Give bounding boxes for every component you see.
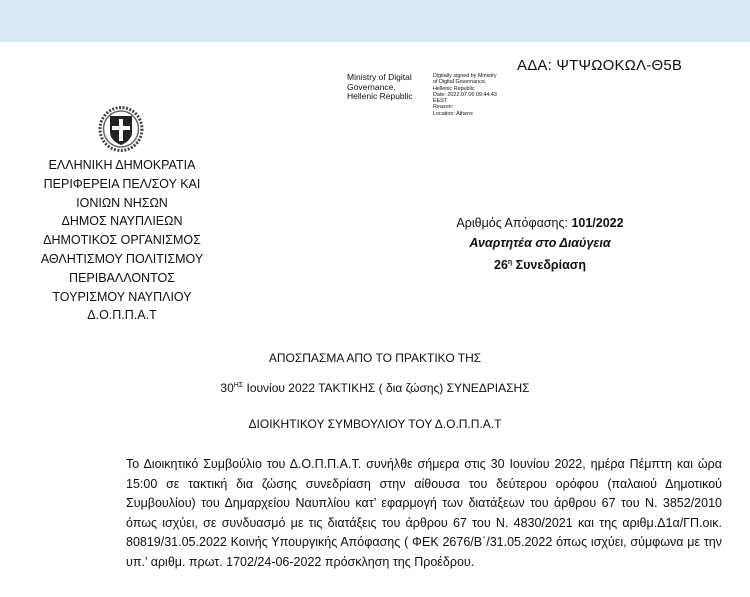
decision-block	[420, 214, 660, 276]
greek-coat-of-arms-icon	[98, 106, 144, 152]
issuer-line: Δ.Ο.Π.Π.Α.Τ	[87, 308, 157, 323]
decision-number-label: Αριθμός Απόφασης:	[456, 216, 572, 230]
excerpt-title: ΑΠΟΣΠΑΣΜΑ ΑΠΟ ΤΟ ΠΡΑΚΤΙΚΟ ΤΗΣ	[268, 351, 482, 365]
signature-detail-line: EEST	[433, 98, 448, 105]
signature-detail-line: Location: Athens	[433, 110, 473, 117]
ada-code: ΑΔΑ: ΨΤΨΩΟΚΩΛ-Θ5Β	[517, 57, 683, 74]
body-paragraph: Το Διοικητικό Συμβούλιο του Δ.Ο.Π.Π.Α.Τ. συνήλθε σήμερα στις 30 Ιουνίου 2022, ημέρα Πέμπτη και ώρα 15:00 σε τακτική δια ζώσης συνεδρίαση στην αίθουσα του δεύτερου ορόφου (παλαιού Δημοτικού Συμβουλίου) του Δημαρχείου Ναυπλίου κατ’ εφαρμογή των διατάξεων του άρθρου 67 του Ν. 3852/2010 όπως ισχύει, σε συνδυασμό με τις διατάξεις του άρθρου 67 του Ν. 4830/2021 και της αριθμ.Δ1α/ΓΠ.οικ. 80819/31.05.2022 Κοινής Υπουργικής Απόφασης ( ΦΕΚ 2676/Β΄/31.05.2022 όπως ισχύει, σύμφωνα με την υπ.’ αριθμ. πρωτ. 1702/24-06-2022 πρόσκληση της Προέδρου.	[126, 457, 722, 569]
issuer-line: ΔΗΜΟΤΙΚΟΣ ΟΡΓΑΝΙΣΜΟΣ	[43, 233, 201, 248]
session-label	[420, 253, 660, 276]
signature-signer-line: Ministry of Digital	[347, 72, 412, 82]
diavgeia-post-note: Αναρτητέα στο Διαύγεια	[469, 235, 611, 250]
session-number: 26	[494, 258, 508, 272]
issuer-line: ΠΕΡΙΒΑΛΛΟΝΤΟΣ	[69, 270, 175, 285]
issuer-block	[22, 156, 222, 325]
signature-signer	[347, 73, 437, 102]
issuer-line: ΔΗΜΟΣ ΝΑΥΠΛΙΕΩΝ	[61, 214, 183, 229]
session-sup: η	[507, 259, 513, 266]
excerpt-day-sup: ΗΣ	[233, 382, 244, 389]
excerpt-board: ΔΙΟΙΚΗΤΙΚΟΥ ΣΥΜΒΟΥΛΙΟΥ ΤΟΥ Δ.Ο.Π.Π.Α.Τ	[248, 417, 502, 431]
signature-detail-line: Digitally signed by Ministry	[433, 73, 497, 79]
decision-number-value: 101/2022	[571, 216, 624, 230]
issuer-line: ΠΕΡΙΦΕΡΕΙΑ ΠΕΛ/ΣΟΥ ΚΑΙ	[43, 176, 201, 191]
signature-detail-line: Date: 2022.07.06 09:44:43	[433, 91, 497, 98]
excerpt-date-rest: Ιουνίου 2022 ΤΑΚΤΙΚΗΣ ( δια ζώσης) ΣΥΝΕΔΡΙΑΣΗΣ	[243, 381, 530, 395]
signature-signer-line: Hellenic Republic	[347, 91, 413, 101]
signature-detail-line: of Digital Governance,	[433, 79, 487, 86]
signature-detail-line: Reason:	[433, 104, 454, 111]
issuer-line: ΤΟΥΡΙΣΜΟΥ ΝΑΥΠΛΙΟΥ	[52, 289, 192, 304]
excerpt-date-line	[0, 381, 750, 395]
issuer-line: ΕΛΛΗΝΙΚΗ ΔΗΜΟΚΡΑΤΙΑ	[48, 158, 196, 172]
signature-detail-line: Hellenic Republic	[433, 85, 475, 92]
issuer-line: ΑΘΛΗΤΙΣΜΟΥ ΠΟΛΙΤΙΣΜΟΥ	[40, 251, 204, 266]
decision-number	[420, 214, 660, 234]
issuer-line: ΙΟΝΙΩΝ ΝΗΣΩΝ	[76, 195, 168, 210]
signature-details	[433, 73, 523, 117]
viewer-top-band	[0, 0, 750, 42]
session-text: Συνεδρίαση	[512, 258, 586, 272]
excerpt-day: 30	[220, 381, 234, 395]
signature-signer-line: Governance,	[347, 81, 396, 92]
